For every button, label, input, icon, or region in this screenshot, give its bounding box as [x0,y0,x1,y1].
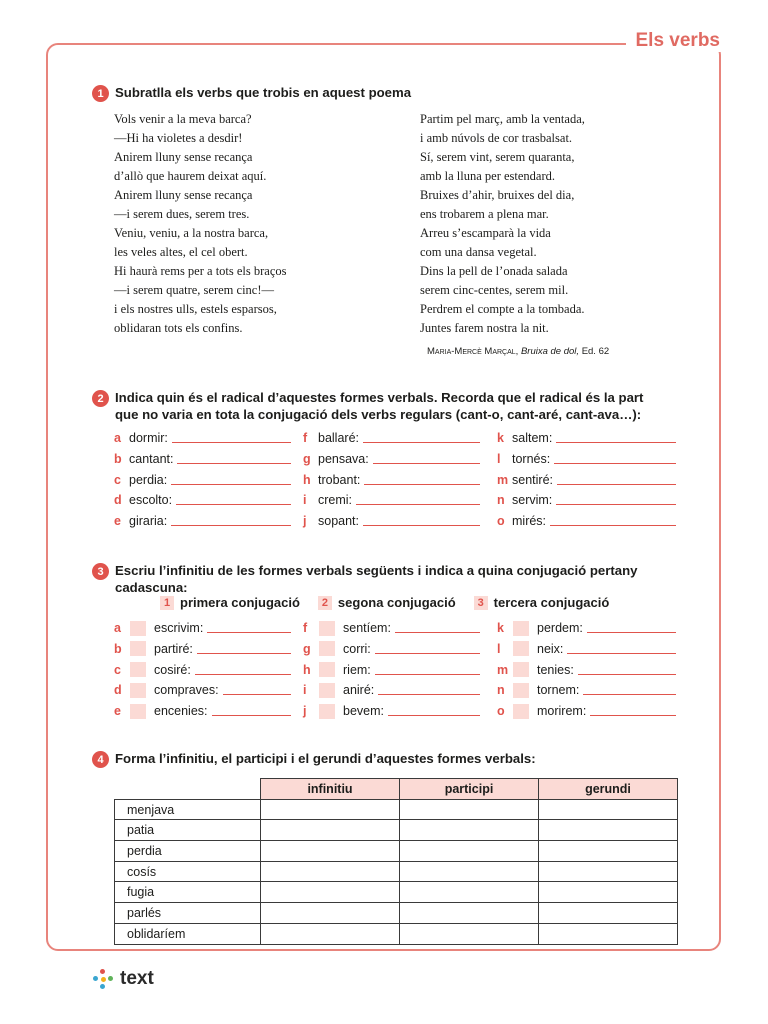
exercise-3-heading [92,562,638,596]
table-corner [115,779,261,800]
publisher-logo [92,968,162,990]
exercise-3-item [114,661,291,679]
poem-line: Sí, serem vint, serem quaranta, [420,150,575,164]
infinitiu-answer-cell[interactable] [261,799,400,820]
item-letter: l [497,451,501,466]
verb-forms-table [114,778,678,945]
item-word: escolto: [129,493,173,508]
exercise-3-item [497,619,676,637]
item-letter: n [497,683,505,698]
poem-line: Hi haurà rems per a tots els braços [114,264,287,278]
item-word: tornem: [537,683,580,698]
table-row [115,923,678,944]
item-word: servim: [512,493,553,508]
conjugation-box[interactable] [513,704,529,719]
item-letter: k [497,431,504,445]
verb-cell: fugia [115,882,261,903]
table-row [115,903,678,924]
citation-edition: Ed. 62 [581,346,610,357]
gerundi-answer-cell[interactable] [539,861,678,882]
poem-line: Juntes farem nostra la nit. [420,321,549,335]
answer-line[interactable] [587,623,676,633]
infinitiu-answer-cell[interactable] [261,841,400,862]
answer-line[interactable] [197,644,291,654]
verb-cell: menjava [115,799,261,820]
poem-line: Anirem lluny sense recança [114,188,253,202]
item-letter: m [497,662,509,677]
poem-citation [427,346,609,357]
item-letter: h [303,472,311,487]
participi-answer-cell[interactable] [400,923,539,944]
poem-line: Arreu s’escamparà la vida [420,226,551,240]
item-word: perdia: [129,472,168,487]
participi-answer-cell[interactable] [400,799,539,820]
poem-line: oblidaran tots els confins. [114,321,243,335]
answer-line[interactable] [177,454,291,464]
conjugation-box[interactable] [319,662,335,677]
gerundi-answer-cell[interactable] [539,882,678,903]
item-word: cantant: [129,451,174,466]
exercise-2-item [114,450,291,468]
answer-line[interactable] [556,433,676,443]
poem-line: Anirem lluny sense recança [114,150,253,164]
table-row [115,861,678,882]
conjugation-box[interactable] [513,621,529,636]
conjugation-box[interactable] [130,704,146,719]
exercise-2-item [303,512,480,530]
conjugation-box[interactable] [130,641,146,656]
answer-line[interactable] [583,685,676,695]
item-word: partiré: [154,641,193,656]
infinitiu-answer-cell[interactable] [261,903,400,924]
exercise-2-item [497,471,676,489]
infinitiu-answer-cell[interactable] [261,882,400,903]
answer-line[interactable] [223,685,291,695]
exercise-3-item [497,661,676,679]
poem-line: com una dansa vegetal. [420,245,537,259]
item-word: encenies: [154,704,208,719]
legend-third-conjugation [474,595,610,610]
exercise-2-item [114,471,291,489]
exercise-2-item [497,512,676,530]
item-word: saltem: [512,431,553,445]
legend-label: segona conjugació [337,595,456,610]
item-letter: b [114,641,122,656]
item-word: mirés: [512,514,547,529]
poem-line: i els nostres ulls, estels esparsos, [114,302,277,316]
conjugation-box[interactable] [130,683,146,698]
answer-line[interactable] [176,495,291,505]
infinitiu-answer-cell[interactable] [261,923,400,944]
exercise-2-instruction-line-1: Indica quin és el radical d’aquestes formes verbals. Recorda que el radical és la part [115,390,644,405]
item-letter: k [497,621,504,635]
item-letter: d [114,493,122,508]
conjugation-box[interactable] [130,662,146,677]
poem-line: amb la lluna per estendard. [420,169,556,183]
exercise-3-item [497,702,676,720]
item-letter: g [303,451,311,466]
conjugation-box[interactable] [513,683,529,698]
exercise-2-item [303,450,480,468]
poem-line: d’allò que haurem deixat aquí. [114,169,267,183]
exercise-2-instruction-line-2: que no varia en tota la conjugació dels verbs regulars (cant-o, cant-aré, cant-ava…): [115,407,642,422]
answer-line[interactable] [557,475,676,485]
exercise-number-badge: 2 [92,390,109,407]
exercise-3-item [114,640,291,658]
answer-line[interactable] [212,706,291,716]
item-word: escrivim: [154,621,204,635]
exercise-2-item [303,491,480,509]
column-header-gerundi: gerundi [539,779,678,800]
item-letter: a [114,431,121,445]
poem-line: Perdrem el compte a la tombada. [420,302,585,316]
item-word: morirem: [537,704,587,719]
exercise-2-item [114,429,291,447]
item-word: perdem: [537,621,583,635]
exercise-2-instruction [115,389,643,423]
page-title: Els verbs [626,30,731,52]
exercise-4-instruction: Forma l’infinitiu, el participi i el gerundi d’aquestes formes verbals: [115,751,536,766]
participi-answer-cell[interactable] [400,882,539,903]
exercise-3-instruction [115,562,638,596]
legend-number: 1 [160,596,174,610]
exercise-2-item [114,491,291,509]
exercise-2-item [303,471,480,489]
item-letter: g [303,641,311,656]
gerundi-answer-cell[interactable] [539,820,678,841]
answer-line[interactable] [172,433,291,443]
poem-line: Bruixes d’ahir, bruixes del dia, [420,188,575,202]
exercise-2-item [303,429,480,447]
exercise-number-badge: 3 [92,563,109,580]
answer-line[interactable] [556,495,676,505]
exercise-3-item [303,661,480,679]
answer-line[interactable] [578,665,676,675]
answer-line[interactable] [363,516,480,526]
item-letter: c [114,662,121,677]
item-letter: e [114,514,121,529]
table-row [115,882,678,903]
exercise-3-item [497,681,676,699]
exercise-1-heading [92,84,411,102]
legend-label: tercera conjugació [493,595,610,610]
item-word: dormir: [129,431,168,445]
item-letter: l [497,641,501,656]
answer-line[interactable] [364,475,480,485]
exercise-2-item [497,429,676,447]
poem-line: —i serem quatre, serem cinc!— [114,283,275,297]
exercise-3-item [114,702,291,720]
exercise-3-item [497,640,676,658]
answer-line[interactable] [567,644,676,654]
item-letter: f [303,621,308,635]
answer-line[interactable] [207,623,291,633]
legend-number: 2 [318,596,332,610]
table-row [115,841,678,862]
poem-line: Veniu, veniu, a la nostra barca, [114,226,269,240]
infinitiu-answer-cell[interactable] [261,820,400,841]
gerundi-answer-cell[interactable] [539,923,678,944]
item-word: ballaré: [318,431,359,445]
participi-answer-cell[interactable] [400,820,539,841]
exercise-3-item [303,681,480,699]
legend-first-conjugation [160,595,300,610]
citation-author: Maria-Mercè Marçal, [427,346,519,357]
legend-second-conjugation [318,595,456,610]
poem-line: —i serem dues, serem tres. [114,207,250,221]
exercise-1-instruction: Subratlla els verbs que trobis en aquest poema [115,85,412,100]
exercise-3-item [303,702,480,720]
conjugation-box[interactable] [513,641,529,656]
participi-answer-cell[interactable] [400,861,539,882]
poem-line: ens trobarem a plena mar. [420,207,549,221]
answer-line[interactable] [195,665,291,675]
answer-line[interactable] [554,454,676,464]
exercise-number-badge: 4 [92,751,109,768]
verb-cell: parlés [115,903,261,924]
verb-cell: perdia [115,841,261,862]
exercise-3-instruction-line-2: cadascuna: [115,580,188,595]
exercise-3-item [303,640,480,658]
item-letter: d [114,683,122,698]
poem-line: —Hi ha violetes a desdir! [114,131,243,145]
item-letter: e [114,704,121,719]
answer-line[interactable] [550,516,676,526]
item-letter: b [114,451,122,466]
item-letter: j [303,514,307,529]
item-letter: a [114,621,121,635]
column-header-participi: participi [400,779,539,800]
answer-line[interactable] [171,475,291,485]
exercise-3-item [114,619,291,637]
answer-line[interactable] [373,454,480,464]
conjugation-box[interactable] [513,662,529,677]
poem-line: Vols venir a la meva barca? [114,112,252,126]
table-row [115,820,678,841]
item-word: pensava: [318,451,369,466]
exercise-4-heading [92,750,536,768]
answer-line[interactable] [590,706,676,716]
item-word: cosiré: [154,662,191,677]
logo-dots-icon [92,968,114,990]
item-word: aniré: [343,683,375,698]
table-row [115,799,678,820]
item-word: neix: [537,641,564,656]
conjugation-box[interactable] [319,641,335,656]
exercise-2-item [114,512,291,530]
exercise-2-item [497,450,676,468]
item-letter: h [303,662,311,677]
item-word: sopant: [318,514,360,529]
answer-line[interactable] [171,516,291,526]
poem-line: Partim pel març, amb la ventada, [420,112,585,126]
poem-left-column [114,110,287,338]
answer-line[interactable] [388,706,480,716]
answer-line[interactable] [356,495,480,505]
answer-line[interactable] [375,644,480,654]
verb-cell: patia [115,820,261,841]
exercise-2-heading [92,389,643,423]
verb-cell: cosís [115,861,261,882]
item-word: riem: [343,662,371,677]
gerundi-answer-cell[interactable] [539,841,678,862]
item-letter: c [114,472,121,487]
gerundi-answer-cell[interactable] [539,799,678,820]
item-word: tenies: [537,662,574,677]
poem-line: Dins la pell de l’onada salada [420,264,568,278]
item-letter: i [303,493,307,508]
conjugation-box[interactable] [319,683,335,698]
logo-text: text [120,968,154,989]
exercise-2-item [497,491,676,509]
item-letter: f [303,431,308,445]
item-letter: m [497,472,509,487]
item-word: bevem: [343,704,384,719]
gerundi-answer-cell[interactable] [539,903,678,924]
participi-answer-cell[interactable] [400,903,539,924]
item-letter: o [497,704,505,719]
item-word: giraria: [129,514,168,529]
item-word: sentíem: [343,621,391,635]
item-word: compraves: [154,683,219,698]
exercise-3-item [114,681,291,699]
item-letter: j [303,704,307,719]
conjugation-box[interactable] [319,621,335,636]
answer-line[interactable] [375,665,480,675]
poem-line: serem cinc-centes, serem mil. [420,283,569,297]
legend-label: primera conjugació [180,595,300,610]
item-letter: i [303,683,307,698]
answer-line[interactable] [378,685,480,695]
item-word: tornés: [512,451,551,466]
conjugation-box[interactable] [130,621,146,636]
legend-number: 3 [474,596,488,610]
column-header-infinitiu: infinitiu [261,779,400,800]
exercise-3-item [303,619,480,637]
item-word: cremi: [318,493,353,508]
answer-line[interactable] [395,623,480,633]
answer-line[interactable] [363,433,480,443]
item-letter: n [497,493,505,508]
item-word: trobant: [318,472,361,487]
verb-cell: oblidaríem [115,923,261,944]
exercise-3-instruction-line-1: Escriu l’infinitiu de les formes verbals següents i indica a quina conjugació pertany [115,563,638,578]
conjugation-box[interactable] [319,704,335,719]
poem-right-column [420,110,585,338]
item-letter: o [497,514,505,529]
citation-work: Bruixa de dol, [520,346,580,357]
infinitiu-answer-cell[interactable] [261,861,400,882]
item-word: corri: [343,641,371,656]
item-word: sentiré: [512,472,553,487]
poem-line: les veles altes, el cel obert. [114,245,248,259]
conjugation-legend [160,595,627,610]
exercise-number-badge: 1 [92,85,109,102]
poem-line: i amb núvols de cor trasbalsat. [420,131,573,145]
participi-answer-cell[interactable] [400,841,539,862]
